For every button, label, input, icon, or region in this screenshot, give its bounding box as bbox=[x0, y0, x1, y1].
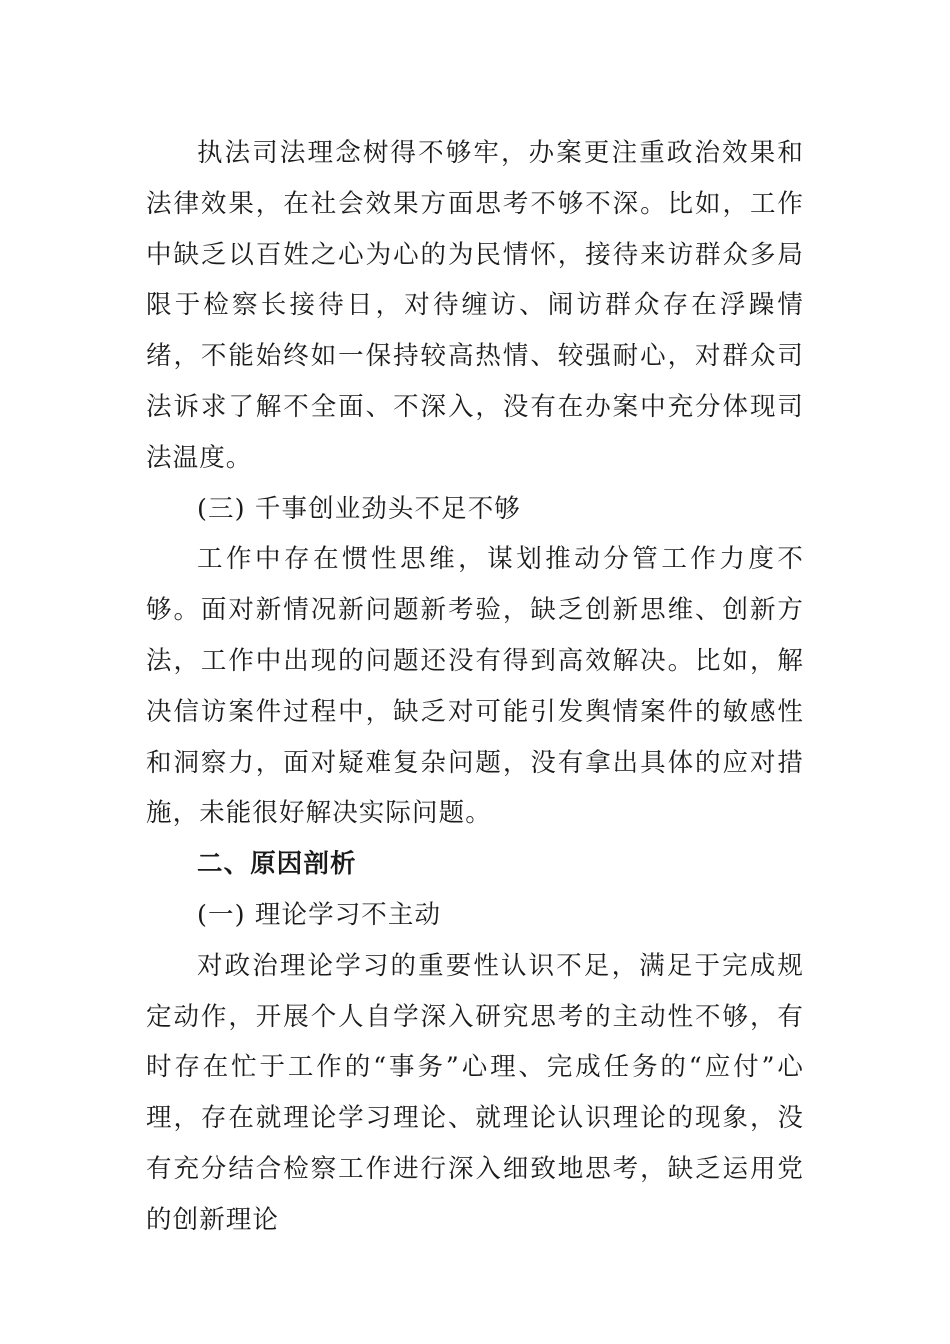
paragraph: 工作中存在惯性思维，谋划推动分管工作力度不够。面对新情况新问题新考验，缺乏创新思维、创新方法，工作中出现的问题还没有得到高效解决。比如，解决信访案件过程中，缺乏对可能引发舆情案件的敏感性和洞察力，面对疑难复杂问题，没有拿出具体的应对措施，未能很好解决实际问题。 bbox=[146, 544, 804, 829]
paragraph: 执法司法理念树得不够牢，办案更注重政治效果和法律效果，在社会效果方面思考不够不深。比如，工作中缺乏以百姓之心为心的为民情怀，接待来访群众多局限于检察长接待日，对待缠访、闹访群众存在浮躁情绪，不能始终如一保持较高热情、较强耐心，对群众司法诉求了解不全面、不深入，没有在办案中充分体现司法温度。 bbox=[146, 138, 804, 473]
document-body bbox=[146, 128, 804, 1246]
subsection-heading: (一) 理论学习不主动 bbox=[197, 899, 442, 930]
paragraph: 对政治理论学习的重要性认识不足，满足于完成规定动作，开展个人自学深入研究思考的主动性不够，有时存在忙于工作的“事务”心理、完成任务的“应付”心理，存在就理论学习理论、就理论认识理论的现象，没有充分结合检察工作进行深入细致地思考，缺乏运用党的创新理论 bbox=[146, 950, 804, 1235]
subsection-heading: (三) 千事创业劲头不足不够 bbox=[197, 493, 521, 524]
section-heading: 二、原因剖析 bbox=[197, 849, 357, 880]
